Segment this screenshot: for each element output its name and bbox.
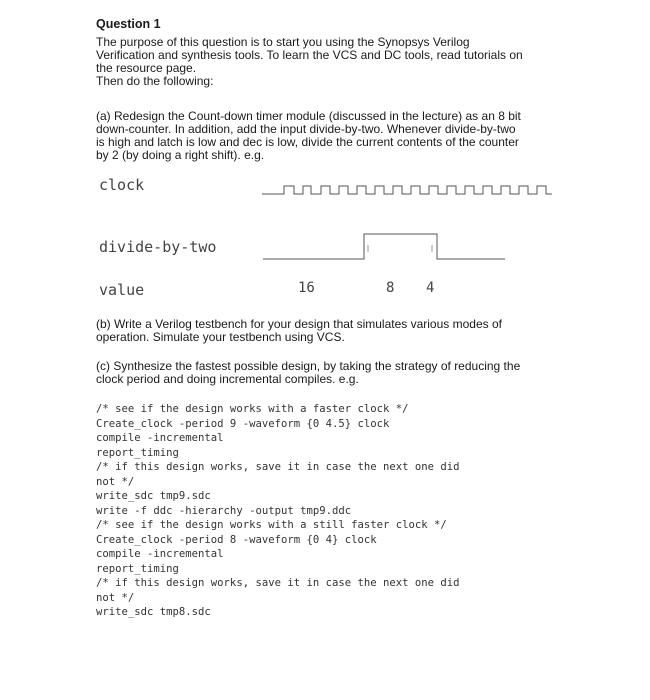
part-c-paragraph (96, 360, 566, 386)
part-c-line: (c) Synthesize the fastest possible design, by taking the strategy of reducing the (96, 359, 521, 373)
code-line: not */ (96, 591, 135, 604)
code-line: compile -incremental (96, 548, 224, 560)
divide-by-two-waveform (263, 234, 505, 259)
part-b-line: (b) Write a Verilog testbench for your design that simulates various modes of (96, 317, 502, 331)
clock-waveform (262, 186, 552, 194)
code-line: /* see if the design works with a faster clock */ (96, 403, 409, 415)
intro-line: The purpose of this question is to start you using the Synopsys Verilog (96, 35, 470, 49)
value-8: 8 (386, 280, 395, 296)
part-a-line: by 2 (by doing a right shift). e.g. (96, 148, 265, 162)
code-line: write -f ddc -hierarchy -output tmp9.ddc (96, 504, 352, 517)
code-line: Create_clock -period 8 -waveform {0 4} clock (96, 533, 377, 546)
intro-line: Verification and synthesis tools. To learn the VCS and DC tools, read tutorials on (96, 48, 523, 62)
code-line: not */ (96, 475, 135, 488)
value-4: 4 (426, 280, 435, 296)
code-block (96, 402, 460, 620)
code-line: compile -incremental (96, 432, 224, 444)
divide-by-two-label: divide-by-two (99, 238, 217, 256)
clock-label: clock (99, 176, 145, 194)
code-line: report_timing (96, 562, 179, 575)
intro-line: Then do the following: (96, 74, 214, 88)
value-16: 16 (298, 280, 315, 296)
value-label: value (99, 281, 145, 299)
intro-line: the resource page. (96, 61, 197, 75)
code-line: report_timing (96, 446, 179, 459)
part-a-line: is high and latch is low and dec is low, divide the current contents of the counter (96, 135, 519, 149)
part-a-line: down-counter. In addition, add the input divide-by-two. Whenever divide-by-two (96, 122, 516, 136)
code-line: /* see if the design works with a still faster clock */ (96, 519, 447, 531)
part-b-paragraph (96, 318, 566, 344)
part-a-line: (a) Redesign the Count-down timer module (discussed in the lecture) as an 8 bit (96, 109, 521, 123)
code-line: Create_clock -period 9 -waveform {0 4.5} clock (96, 417, 390, 430)
part-c-line: clock period and doing incremental compiles. e.g. (96, 372, 359, 386)
code-line: /* if this design works, save it in case the next one did (96, 461, 460, 473)
code-line: write_sdc tmp8.sdc (96, 606, 211, 618)
question-title: Question 1 (96, 17, 161, 31)
code-line: write_sdc tmp9.sdc (96, 490, 211, 502)
part-b-line: operation. Simulate your testbench using VCS. (96, 330, 345, 344)
code-line: /* if this design works, save it in case the next one did (96, 577, 460, 589)
